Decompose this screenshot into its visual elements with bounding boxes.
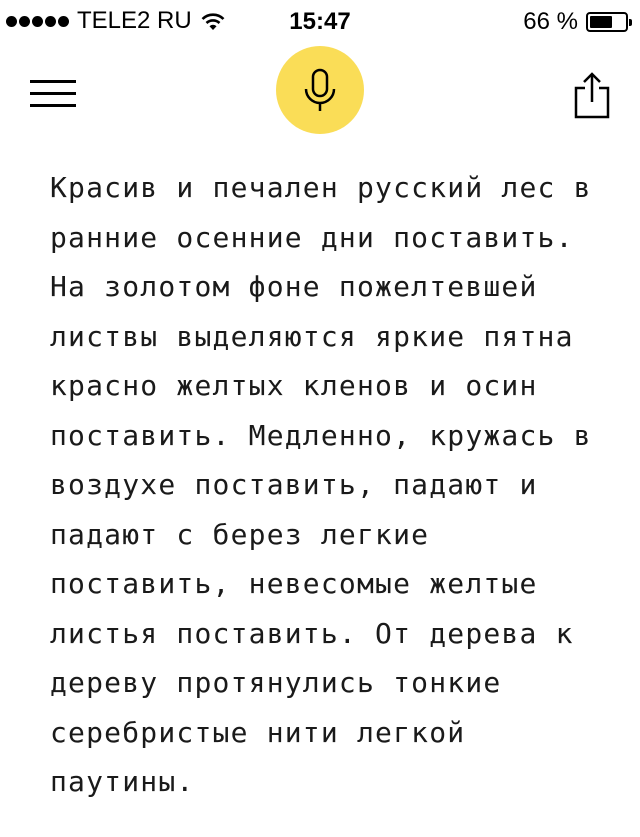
- text-line: серебристые нити легкой: [50, 715, 466, 749]
- battery-icon: [586, 12, 628, 32]
- text-line: падают с берез легкие: [50, 517, 430, 551]
- text-line: паутины.: [50, 765, 195, 798]
- share-icon: [572, 70, 612, 120]
- voice-input-button[interactable]: [276, 46, 364, 134]
- document-text: [50, 163, 620, 807]
- text-line: поставить, невесомые желтые: [50, 567, 538, 600]
- text-line: дереву протянулись тонкие: [50, 666, 502, 699]
- text-line: Красив и печален русский лес в: [50, 171, 592, 204]
- hamburger-menu-icon: [30, 76, 76, 110]
- text-line: На золотом фоне пожелтевшей: [50, 270, 538, 303]
- text-line: ранние осенние дни поставить.: [50, 220, 574, 254]
- menu-button[interactable]: [30, 76, 76, 110]
- microphone-icon: [276, 46, 364, 134]
- share-button[interactable]: [572, 70, 612, 120]
- text-line: листья поставить. От дерева к: [50, 616, 574, 650]
- carrier-name: TELE2 RU: [77, 7, 192, 34]
- text-line: красно желтых кленов и осин: [50, 369, 538, 402]
- battery-fill: [590, 16, 612, 28]
- battery-tip: [629, 19, 632, 26]
- status-bar: [0, 0, 640, 40]
- text-line: воздухе поставить, падают и: [50, 468, 538, 501]
- battery-percent: 66 %: [523, 8, 578, 35]
- text-line: поставить. Медленно, кружась в: [50, 418, 592, 452]
- status-time: 15:47: [289, 8, 351, 35]
- text-line: листвы выделяются яркие пятна: [50, 319, 574, 353]
- status-right: [523, 8, 628, 36]
